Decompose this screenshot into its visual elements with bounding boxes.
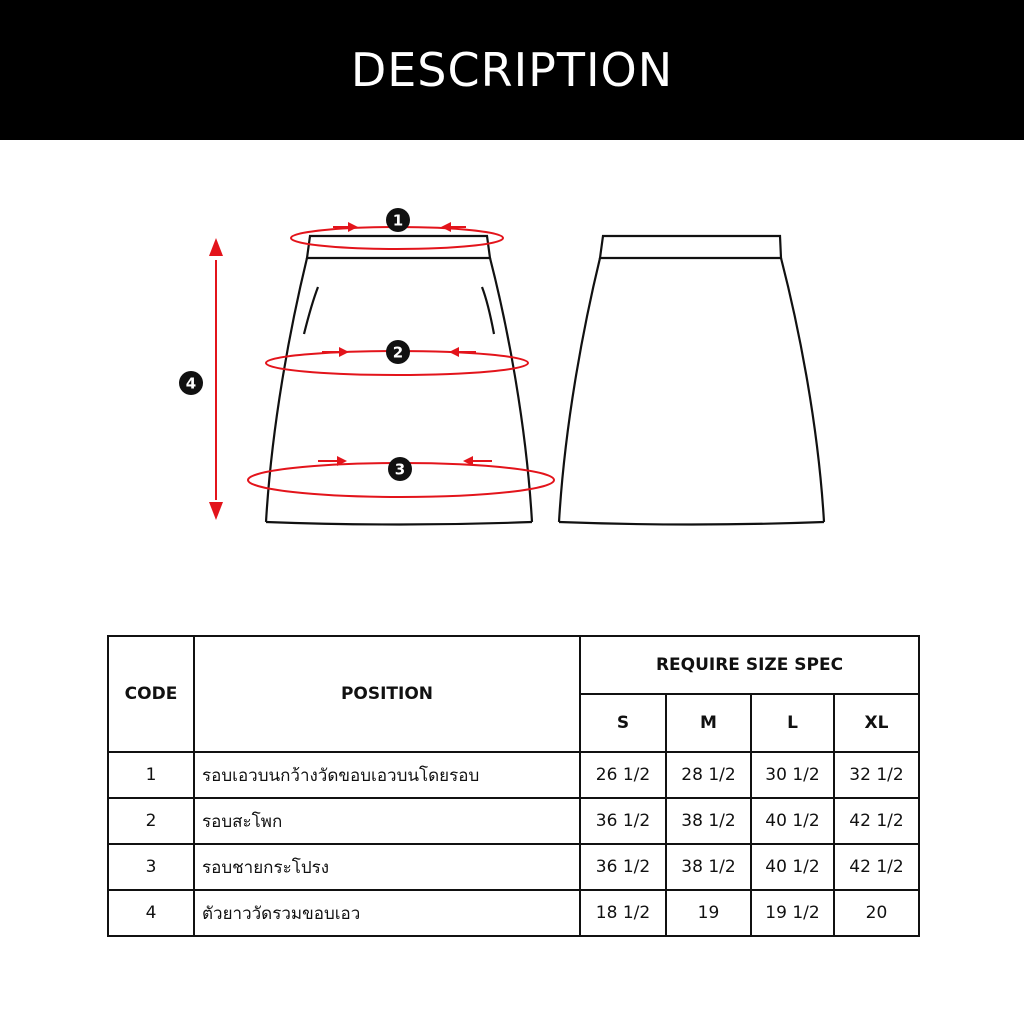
skirt-back-illustration	[559, 236, 824, 525]
row-position: รอบชายกระโปรง	[194, 844, 580, 890]
marker-2	[386, 340, 410, 364]
row-value-s: 36 1/2	[580, 844, 666, 890]
table-row	[108, 890, 919, 936]
marker-3	[388, 457, 412, 481]
row-position: ตัวยาววัดรวมขอบเอว	[194, 890, 580, 936]
front-hem	[266, 522, 532, 525]
size-spec-header: REQUIRE SIZE SPEC	[580, 636, 919, 694]
front-left-side	[266, 258, 307, 522]
row-value-m: 28 1/2	[666, 752, 751, 798]
marker-1	[386, 208, 410, 232]
size-header-s: S	[580, 694, 666, 752]
back-left-side	[559, 258, 600, 522]
row-value-m: 19	[666, 890, 751, 936]
row-value-l: 40 1/2	[751, 844, 834, 890]
marker-4-label: 4	[185, 374, 197, 393]
size-header-l: L	[751, 694, 834, 752]
back-right-side	[781, 258, 824, 522]
row-code: 3	[108, 844, 194, 890]
row-value-l: 30 1/2	[751, 752, 834, 798]
size-header-xl: XL	[834, 694, 919, 752]
row-code: 2	[108, 798, 194, 844]
row-code: 4	[108, 890, 194, 936]
row-value-m: 38 1/2	[666, 798, 751, 844]
row-value-xl: 42 1/2	[834, 844, 919, 890]
marker-3-label: 3	[394, 460, 406, 479]
page-title: DESCRIPTION	[350, 43, 674, 97]
left-pocket-line	[304, 287, 318, 334]
table-row	[108, 798, 919, 844]
row-value-s: 18 1/2	[580, 890, 666, 936]
skirt-front-illustration	[266, 236, 532, 525]
marker-1-label: 1	[392, 211, 404, 230]
size-header-m: M	[666, 694, 751, 752]
table-row	[108, 752, 919, 798]
row-value-l: 40 1/2	[751, 798, 834, 844]
right-pocket-line	[482, 287, 494, 334]
row-code: 1	[108, 752, 194, 798]
row-value-l: 19 1/2	[751, 890, 834, 936]
back-hem	[559, 522, 824, 525]
back-waistband	[600, 236, 781, 258]
row-value-xl: 32 1/2	[834, 752, 919, 798]
length-measure	[209, 238, 223, 520]
row-value-s: 36 1/2	[580, 798, 666, 844]
row-value-xl: 20	[834, 890, 919, 936]
front-right-side	[490, 258, 532, 522]
skirt-measurement-diagram	[0, 140, 1024, 560]
row-value-xl: 42 1/2	[834, 798, 919, 844]
row-position: รอบเอวบนกว้างวัดขอบเอวบนโดยรอบ	[194, 752, 580, 798]
marker-2-label: 2	[392, 343, 404, 362]
size-spec-table	[107, 635, 920, 937]
position-header: POSITION	[194, 636, 580, 752]
table-row	[108, 844, 919, 890]
marker-4	[179, 371, 203, 395]
header-bar	[0, 0, 1024, 140]
row-value-s: 26 1/2	[580, 752, 666, 798]
row-value-m: 38 1/2	[666, 844, 751, 890]
code-header: CODE	[108, 636, 194, 752]
row-position: รอบสะโพก	[194, 798, 580, 844]
